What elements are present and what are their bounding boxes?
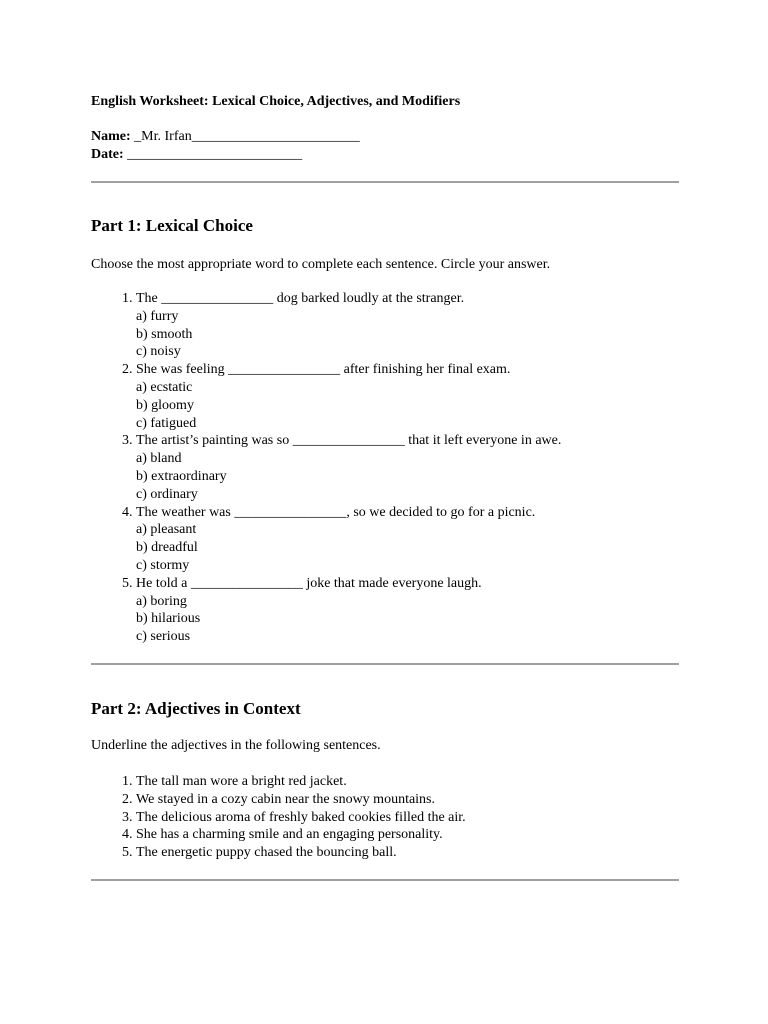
part1-instruction: Choose the most appropriate word to complete each sentence. Circle your answer.	[91, 257, 551, 272]
answer-option[interactable]: c) fatigued	[136, 415, 197, 431]
question-item	[136, 361, 679, 432]
date-value: _________________________	[127, 147, 303, 162]
name-field	[91, 128, 679, 146]
question-text: The ________________ dog barked loudly at the stranger.	[136, 291, 465, 306]
question-text: He told a ________________ joke that made everyone laugh.	[136, 575, 482, 591]
document-title: English Worksheet: Lexical Choice, Adjectives, and Modifiers	[91, 94, 461, 109]
question-text: The artist’s painting was so ________________ that it left everyone in awe.	[136, 433, 562, 449]
question-item	[136, 504, 679, 575]
answer-option[interactable]: c) stormy	[136, 557, 190, 573]
divider-3	[91, 879, 679, 881]
worksheet-page	[91, 93, 679, 881]
answer-option[interactable]: a) boring	[136, 593, 187, 609]
answer-option[interactable]: c) noisy	[136, 344, 181, 360]
question-text: The weather was ________________, so we decided to go for a picnic.	[136, 504, 536, 520]
question-item	[136, 575, 679, 646]
part1-question-list	[91, 290, 679, 646]
sentence-item[interactable]: 2. We stayed in a cozy cabin near the snowy mountains.	[136, 791, 679, 809]
name-value: _Mr. Irfan________________________	[134, 129, 360, 144]
answer-option[interactable]: a) pleasant	[136, 522, 197, 538]
sentence-item[interactable]: 1. The tall man wore a bright red jacket.	[136, 773, 679, 791]
answer-option[interactable]: b) gloomy	[136, 397, 194, 413]
answer-option[interactable]: a) furry	[136, 308, 179, 324]
answer-option[interactable]: a) ecstatic	[136, 379, 193, 395]
part2-sentence-list	[91, 773, 679, 862]
name-label: Name:	[91, 129, 131, 144]
answer-option[interactable]: b) smooth	[136, 326, 193, 342]
answer-option[interactable]: c) serious	[136, 629, 191, 645]
date-field	[91, 146, 679, 164]
question-text: She was feeling ________________ after finishing her final exam.	[136, 362, 511, 378]
answer-option[interactable]: b) hilarious	[136, 611, 201, 627]
sentence-item[interactable]: 3. The delicious aroma of freshly baked cookies filled the air.	[136, 809, 679, 827]
sentence-item[interactable]: 4. She has a charming smile and an engaging personality.	[136, 826, 679, 844]
question-item	[136, 432, 679, 503]
question-item	[136, 290, 679, 361]
answer-option[interactable]: c) ordinary	[136, 486, 198, 502]
part1-heading: Part 1: Lexical Choice	[91, 216, 253, 235]
sentence-item[interactable]: 5. The energetic puppy chased the bouncing ball.	[136, 844, 679, 862]
answer-option[interactable]: b) dreadful	[136, 540, 198, 556]
date-label: Date:	[91, 147, 124, 162]
answer-option[interactable]: a) bland	[136, 451, 182, 467]
part2-heading: Part 2: Adjectives in Context	[91, 698, 301, 718]
answer-option[interactable]: b) extraordinary	[136, 468, 227, 484]
part2-instruction: Underline the adjectives in the following sentences.	[91, 737, 381, 753]
